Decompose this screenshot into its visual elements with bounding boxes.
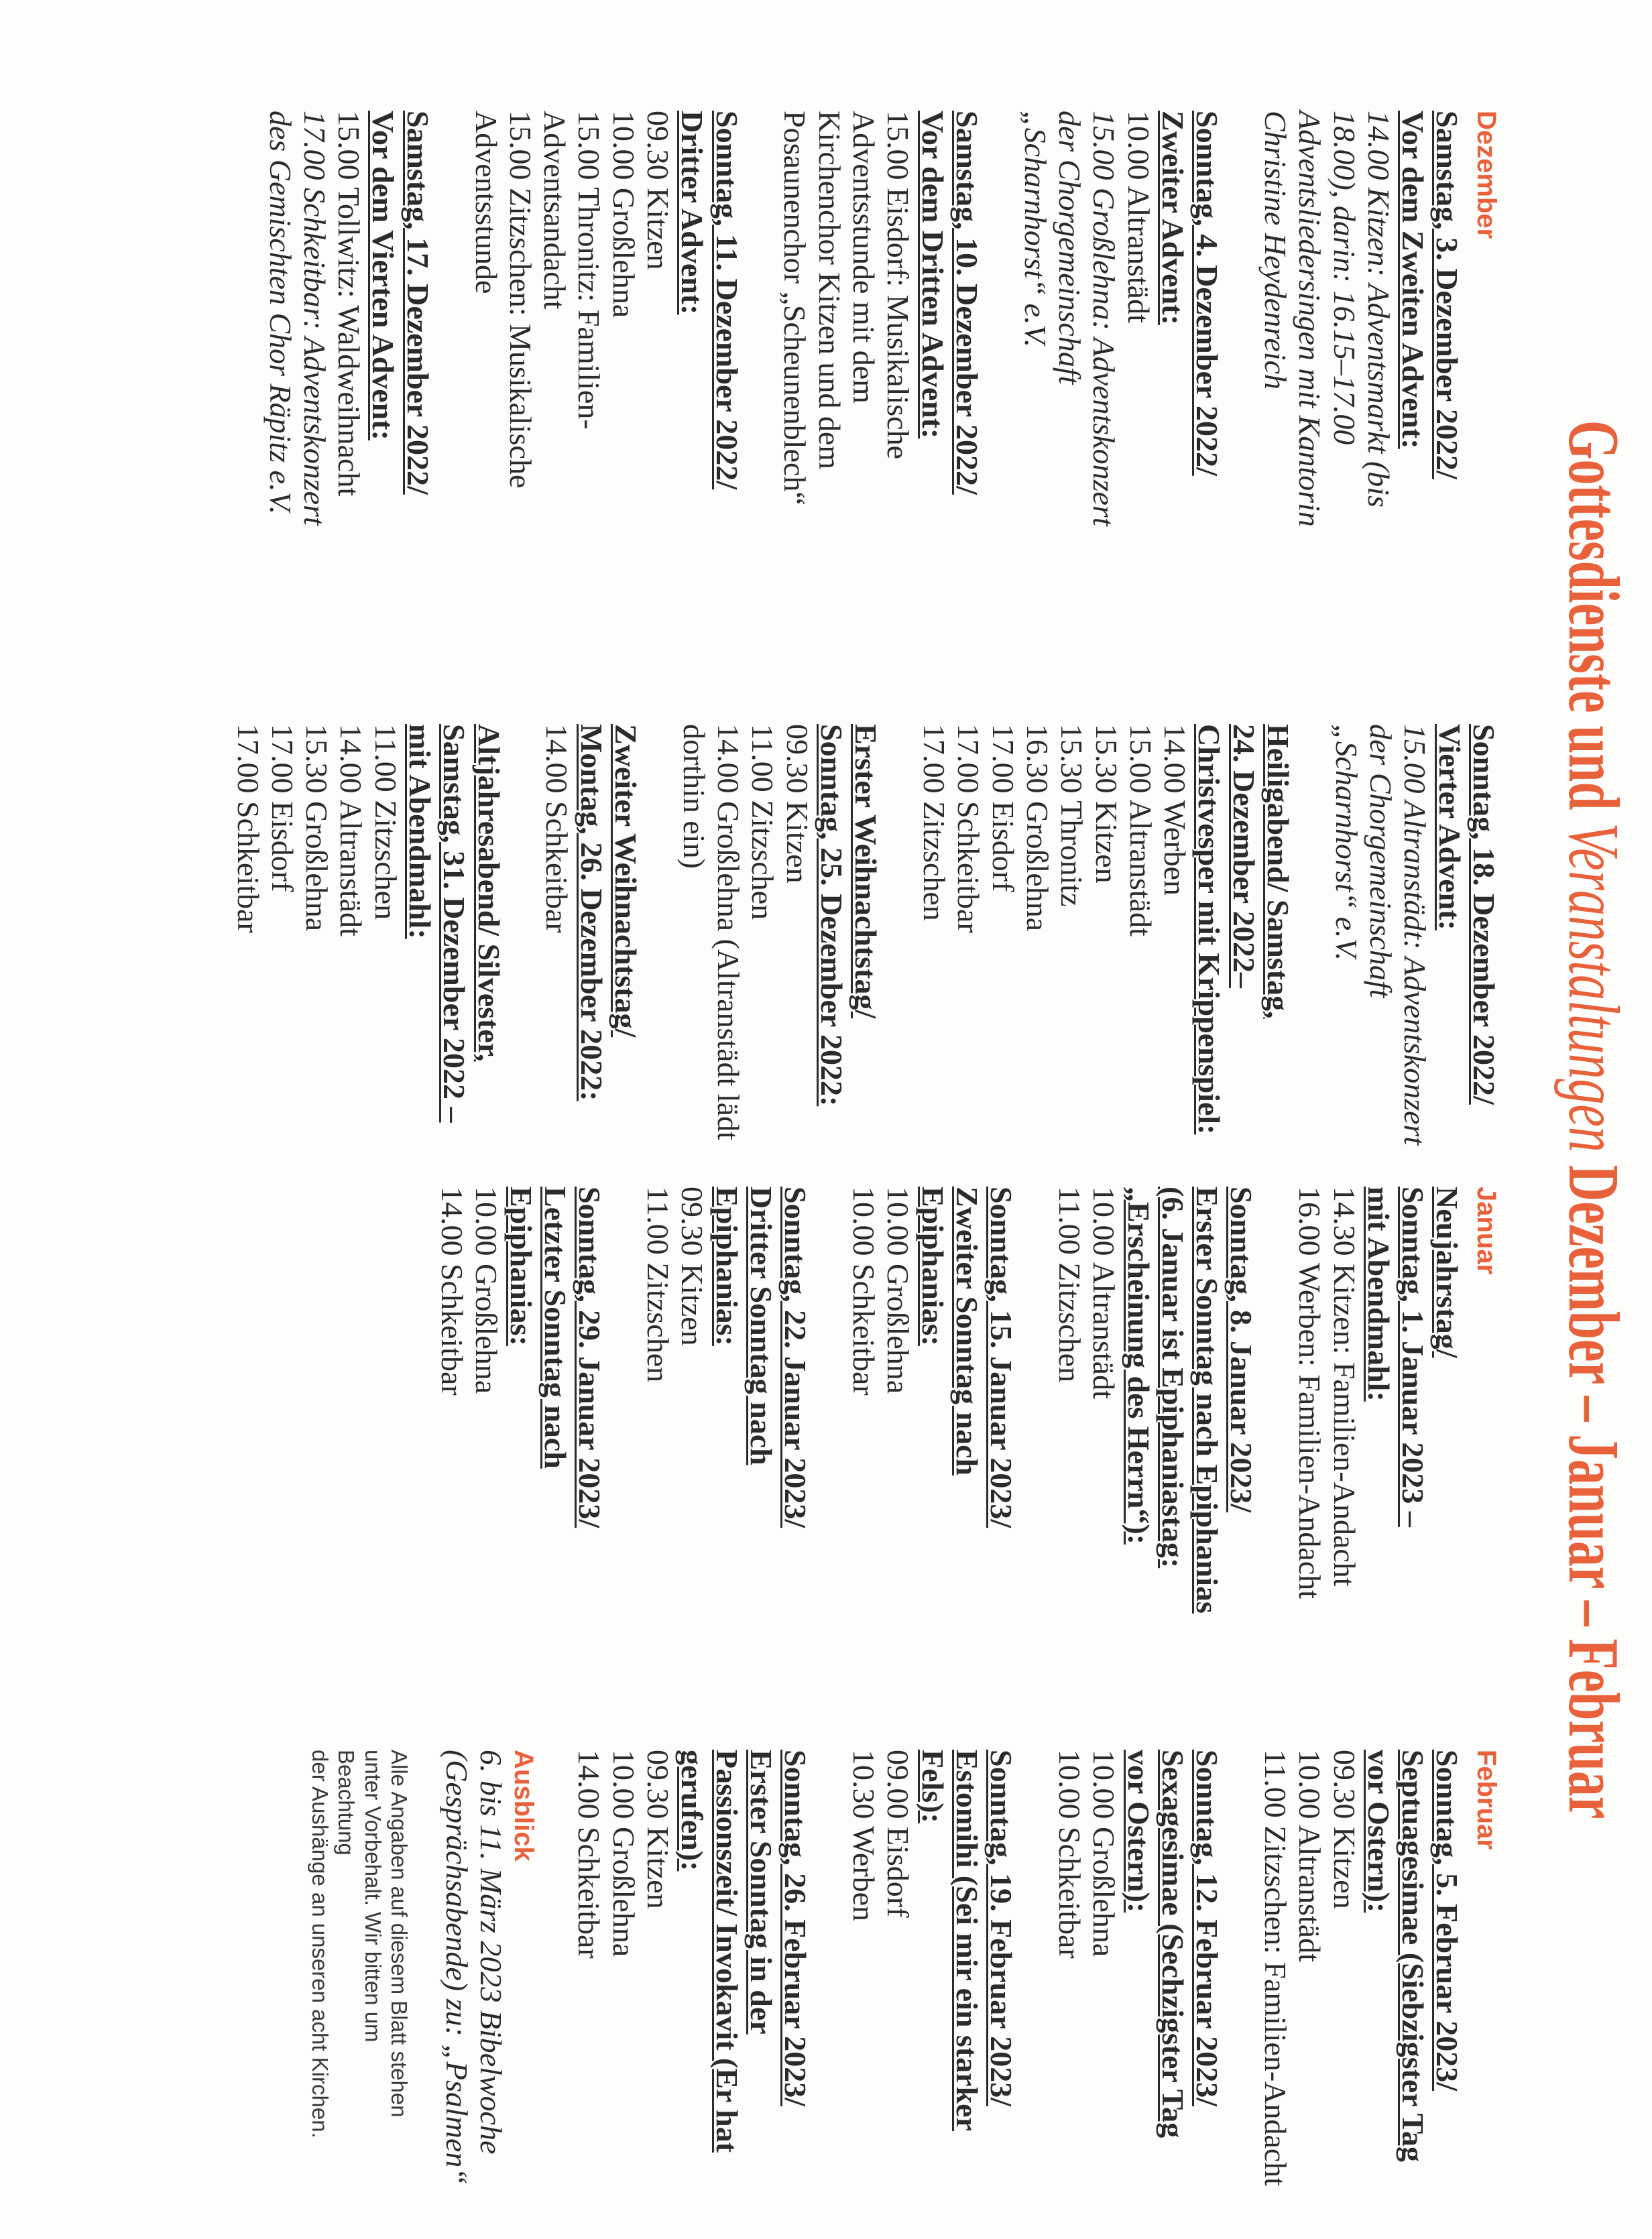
event-detail: 09.00 Eisdorf: [881, 1750, 916, 1918]
event-heading-line: [573, 1187, 607, 1528]
event-detail: Posaunenchor „Scheunenblech“: [778, 111, 813, 505]
event-heading: Sonntag, 29. Januar 2023/: [573, 1187, 607, 1528]
event-detail: 17.00 Eisdorf: [265, 724, 300, 892]
event-heading-line: [1430, 111, 1465, 479]
event-detail: 09.30 Kitzen: [780, 724, 815, 884]
event-detail: 18.00), darin: 16.15–17.00: [1327, 111, 1362, 445]
event-heading-line: [437, 724, 472, 1123]
event-heading: Sonntag, 1. Januar 2023 –: [1396, 1187, 1431, 1527]
event-block: [1018, 111, 1225, 526]
event-detail: 10.00 Großlehna: [469, 1187, 504, 1394]
event-detail: 14.00 Schkeitbar: [540, 724, 575, 933]
event-heading: Letzter Sonntag nach: [538, 1187, 573, 1469]
event-heading-line: [1156, 1750, 1190, 2152]
event-block: [641, 1187, 813, 1528]
event-detail: 15.30 Großlehna: [300, 724, 335, 932]
event-detail: Kirchenchor Kitzen und dem: [812, 111, 847, 470]
event-detail: 15.00 Zitzschen: Musikalische: [503, 111, 538, 489]
event-heading: Vor dem Dritten Advent:: [915, 111, 950, 439]
event-heading: Samstag, 31. Dezember 2022 –: [437, 724, 472, 1123]
event-heading-line: [778, 1750, 813, 2152]
event-heading: Sonntag, 15. Januar 2023/: [984, 1187, 1019, 1528]
month-heading: Januar: [1472, 1187, 1501, 1275]
event-block: [263, 111, 435, 526]
event-detail: 10.30 Werben: [847, 1750, 881, 1922]
event-heading: Epiphanias:: [709, 1187, 744, 1346]
event-heading-line: [1396, 111, 1430, 452]
event-detail: 15.30 Thronitz: [1055, 724, 1089, 907]
event-detail: 17.00 Eisdorf: [986, 724, 1020, 892]
event-heading-line: [915, 1750, 949, 2152]
event-heading: Dritter Advent:: [675, 111, 710, 315]
event-detail: 15.00 Altranstädt: Adventskonzert: [1398, 724, 1433, 1146]
event-heading-line: [915, 111, 949, 452]
event-detail: 17.00 Zitzschen: [917, 724, 952, 921]
event-heading-line: [950, 1187, 984, 1528]
event-heading-line: [915, 1187, 949, 1528]
event-heading: gerufen):: [675, 1750, 710, 1872]
event-heading: Vor dem Zweiten Advent:: [1396, 111, 1431, 449]
event-heading: Erster Sonntag in der: [744, 1750, 778, 2035]
outlook-line: (Gesprächsabende) zu: „Psalmen“: [439, 1750, 474, 2185]
event-heading: Sonntag, 5. Februar 2023/: [1430, 1750, 1465, 2092]
event-heading: mit Abendmahl:: [403, 724, 438, 939]
event-heading-line: [709, 1750, 744, 2152]
event-block: [1053, 1187, 1259, 1614]
event-detail: Adventsandacht: [538, 111, 573, 310]
event-heading: vor Ostern):: [1361, 1750, 1396, 1913]
event-heading: Epiphanias:: [504, 1187, 538, 1346]
event-heading-line: [1224, 1187, 1258, 1528]
event-block: [917, 724, 1295, 1135]
event-detail: 15.00 Eisdorf: Musikalische: [881, 111, 916, 459]
event-heading-line: [1121, 1187, 1156, 1545]
event-heading-line: [574, 724, 609, 1101]
event-heading-line: [1192, 724, 1227, 1135]
event-heading: Sonntag, 8. Januar 2023/: [1224, 1187, 1259, 1513]
event-heading: Montag, 26. Dezember 2022:: [574, 724, 609, 1101]
event-heading-line: [366, 111, 400, 452]
column-february: [306, 1750, 1501, 2187]
event-heading-line: [504, 1187, 538, 1528]
event-heading-line: [744, 1187, 778, 1528]
event-detail: dorthin ein): [676, 724, 711, 869]
event-block: [540, 724, 644, 1101]
event-detail: 16.30 Großlehna: [1020, 724, 1055, 932]
event-heading: Zweiter Advent:: [1155, 111, 1190, 325]
event-heading-line: [400, 111, 435, 495]
title-part-3: Dezember – Januar – Februar: [1553, 1152, 1633, 1819]
event-block: [847, 1750, 1018, 2152]
page-title: [1553, 336, 1633, 1903]
event-heading-line: [1155, 1187, 1190, 1569]
event-heading: Altjahresabend/ Silvester,: [471, 724, 506, 1062]
event-heading: Zweiter Sonntag nach: [949, 1187, 984, 1476]
event-heading-line: [709, 111, 744, 490]
event-heading: Sexagesimae (Sechzigster Tag: [1155, 1750, 1190, 2138]
event-heading-line: [1121, 1750, 1155, 2152]
event-block: [572, 1750, 813, 2152]
event-heading-line: [675, 111, 709, 452]
event-block: [1329, 724, 1501, 1146]
event-detail: 09.30 Kitzen: [1327, 1750, 1362, 1909]
event-detail: 16.00 Werben: Familien-Andacht: [1293, 1187, 1328, 1599]
event-heading: Sonntag, 26. Februar 2023/: [778, 1750, 813, 2107]
event-heading-line: [1432, 724, 1466, 1066]
event-heading-line: [984, 1187, 1018, 1528]
event-heading-line: [744, 1750, 778, 2152]
event-heading: Erster Weihnachtstag/: [849, 724, 884, 1019]
event-detail: 14.00 Schkeitbar: [572, 1750, 607, 1959]
event-heading-line: [1261, 724, 1295, 1066]
event-heading: Sonntag, 25. Dezember 2022:: [815, 724, 849, 1107]
event-heading: 24. Dezember 2022–: [1226, 724, 1261, 988]
event-detail: Adventsstunde mit dem: [847, 111, 881, 404]
event-heading-line: [1190, 1750, 1224, 2152]
event-heading: Zweiter Weihnachtstag/: [609, 724, 644, 1038]
event-block: [778, 111, 984, 505]
event-detail: 10.00 Großlehna: [881, 1187, 916, 1394]
event-detail: Christine Heydenreich: [1258, 111, 1293, 390]
event-detail: 10.00 Schkeitbar: [1053, 1750, 1087, 1959]
title-part-1: Gottesdienste und: [1553, 420, 1633, 823]
footnote-line: unter Vorbehalt. Wir bitten um Beachtung: [334, 1750, 386, 2043]
event-heading-line: [778, 1187, 813, 1528]
event-heading: Heiligabend/ Samstag,: [1261, 724, 1295, 1019]
event-heading: Sonntag, 22. Januar 2023/: [778, 1187, 813, 1528]
event-detail: 17.00 Schkeitbar: Adventskonzert: [297, 111, 332, 526]
event-heading-line: [1430, 1187, 1464, 1528]
month-heading: Dezember: [1472, 111, 1501, 239]
footnote: [306, 1750, 412, 2152]
event-heading: Sonntag, 4. Dezember 2022/: [1190, 111, 1225, 476]
month-heading: Februar: [1472, 1750, 1501, 1850]
event-heading-line: [709, 1187, 744, 1528]
event-detail: 11.00 Zitzschen: [746, 724, 780, 920]
event-detail: 15.00 Großlehna: Adventskonzert: [1087, 111, 1122, 526]
event-heading-line: [675, 1750, 709, 2152]
event-heading-line: [403, 724, 437, 1066]
event-block: [435, 1187, 607, 1528]
event-heading-line: [815, 724, 849, 1107]
event-block: [469, 111, 744, 490]
event-detail: 09.30 Kitzen: [675, 1187, 710, 1346]
event-heading: Neujahrstag/: [1430, 1187, 1465, 1358]
event-heading: Samstag, 10. Dezember 2022/: [949, 111, 984, 495]
event-detail: 14.00 Schkeitbar: [435, 1187, 469, 1396]
event-heading: Fels):: [915, 1750, 950, 1823]
event-list: [435, 1187, 1465, 1614]
event-block: [1258, 111, 1465, 527]
event-detail: „Scharnhorst“ e.V.: [1329, 724, 1364, 961]
event-heading: (6. Januar ist Epiphaniastag:: [1155, 1187, 1190, 1569]
event-detail: 11.00 Zitzschen: [641, 1187, 675, 1383]
event-detail: des Gemischten Chor Räpitz e.V.: [263, 111, 298, 515]
event-detail: 15.00 Thronitz: Familien-: [572, 111, 607, 430]
event-heading: „Erscheinung des Herrn“):: [1121, 1187, 1156, 1545]
event-heading-line: [1396, 1187, 1430, 1528]
event-heading-line: [1430, 1750, 1464, 2152]
footnote-line: Alle Angaben auf diesem Blatt stehen: [387, 1750, 412, 2118]
event-heading-line: [1226, 724, 1260, 1066]
event-block: [676, 724, 884, 1140]
event-heading-line: [1396, 1750, 1431, 2163]
event-detail: 14.00 Kitzen: Adventsmarkt (bis: [1361, 111, 1396, 507]
event-block: [231, 724, 506, 1123]
event-detail: 14.00 Werben: [1158, 724, 1193, 896]
event-detail: 15.00 Tollwitz: Waldweihnacht: [332, 111, 367, 497]
outlook-line: 6. bis 11. März 2023 Bibelwoche: [473, 1750, 508, 2155]
event-heading-line: [950, 1750, 984, 2152]
event-heading-line: [471, 724, 506, 1066]
event-heading: Sonntag, 12. Februar 2023/: [1190, 1750, 1225, 2107]
event-heading-line: [609, 724, 643, 1066]
event-heading-line: [1190, 111, 1225, 476]
event-detail: 10.00 Großlehna: [606, 1750, 641, 1957]
event-heading-line: [1190, 1187, 1225, 1614]
event-detail: 10.00 Großlehna: [606, 111, 641, 318]
outlook-text: [439, 1750, 508, 2185]
event-heading: Vor dem Vierten Advent:: [366, 111, 401, 440]
event-heading: Erster Sonntag nach Epiphanias: [1190, 1187, 1225, 1614]
event-heading-line: [949, 111, 984, 495]
event-list: [231, 724, 1501, 1146]
event-heading: Vierter Advent:: [1432, 724, 1467, 930]
event-detail: 10.00 Altranstädt: [1293, 1750, 1328, 1962]
event-detail: 10.00 Altranstädt: [1121, 111, 1156, 323]
event-heading: Septuagesimae (Siebzigster Tag: [1396, 1750, 1431, 2163]
event-detail: 10.00 Altranstädt: [1087, 1187, 1122, 1399]
event-detail: 10.00 Großlehna: [1087, 1750, 1122, 1957]
event-heading: Samstag, 3. Dezember 2022/: [1430, 111, 1465, 479]
event-heading-line: [849, 724, 883, 1066]
event-heading-line: [1362, 1750, 1396, 2152]
event-list: [263, 111, 1465, 527]
event-detail: 11.00 Zitzschen: [1053, 1187, 1087, 1383]
event-detail: 14.30 Kitzen: Familien-Andacht: [1327, 1187, 1362, 1587]
event-detail: Adventsstunde: [469, 111, 504, 294]
event-detail: 09.30 Kitzen: [641, 1750, 675, 1909]
event-heading-line: [984, 1750, 1018, 2152]
event-block: [1053, 1750, 1224, 2152]
title-part-2: Veranstaltungen: [1553, 823, 1633, 1152]
event-heading: Samstag, 17. Dezember 2022/: [400, 111, 435, 495]
event-heading: Sonntag, 18. Dezember 2022/: [1467, 724, 1501, 1105]
event-detail: Adventsliedersingen mit Kantorin: [1293, 111, 1328, 527]
column-christmas: [197, 724, 1501, 1146]
event-heading: vor Ostern):: [1121, 1750, 1156, 1913]
event-heading-line: [1362, 1187, 1396, 1528]
event-heading: Passionszeit/ Invokavit (Er hat: [709, 1750, 744, 2153]
column-january: [401, 1187, 1501, 1614]
event-block: [1258, 1750, 1465, 2187]
event-detail: der Chorgemeinschaft: [1364, 724, 1399, 998]
event-heading: Dritter Sonntag nach: [744, 1187, 778, 1465]
event-list: [572, 1750, 1465, 2187]
event-detail: 14.00 Großlehna (Altranstädt lädt: [711, 724, 746, 1140]
event-heading: mit Abendmahl:: [1361, 1187, 1396, 1402]
event-heading: Estomihi (Sei mir ein starker: [949, 1750, 984, 2131]
event-block: [847, 1187, 1018, 1528]
event-detail: 14.00 Altranstädt: [334, 724, 369, 936]
footnote-line: der Aushänge an unseren acht Kirchen.: [307, 1750, 333, 2138]
event-detail: 11.00 Zitzschen: Familien-Andacht: [1258, 1750, 1293, 2187]
event-detail: der Chorgemeinschaft: [1053, 111, 1087, 385]
column-december: [229, 111, 1501, 527]
event-detail: 17.00 Schkeitbar: [231, 724, 266, 933]
event-block: [1293, 1187, 1465, 1599]
event-heading: Sonntag, 11. Dezember 2022/: [709, 111, 744, 490]
event-heading-line: [1467, 724, 1501, 1105]
event-heading: Christvesper mit Krippenspiel:: [1192, 724, 1227, 1135]
event-heading: Epiphanias:: [915, 1187, 950, 1346]
event-detail: 15.30 Kitzen: [1089, 724, 1124, 884]
event-detail: „Scharnhorst“ e.V.: [1018, 111, 1053, 348]
event-heading-line: [538, 1187, 573, 1528]
event-detail: 17.00 Schkeitbar: [951, 724, 986, 933]
outlook-heading: Ausblick: [508, 1750, 538, 1862]
event-detail: 10.00 Schkeitbar: [847, 1187, 881, 1396]
event-detail: 11.00 Zitzschen: [368, 724, 403, 920]
event-heading-line: [1156, 111, 1190, 452]
event-heading: Sonntag, 19. Februar 2023/: [984, 1750, 1019, 2107]
event-detail: 15.00 Altranstädt: [1123, 724, 1158, 936]
event-detail: 09.30 Kitzen: [641, 111, 675, 270]
